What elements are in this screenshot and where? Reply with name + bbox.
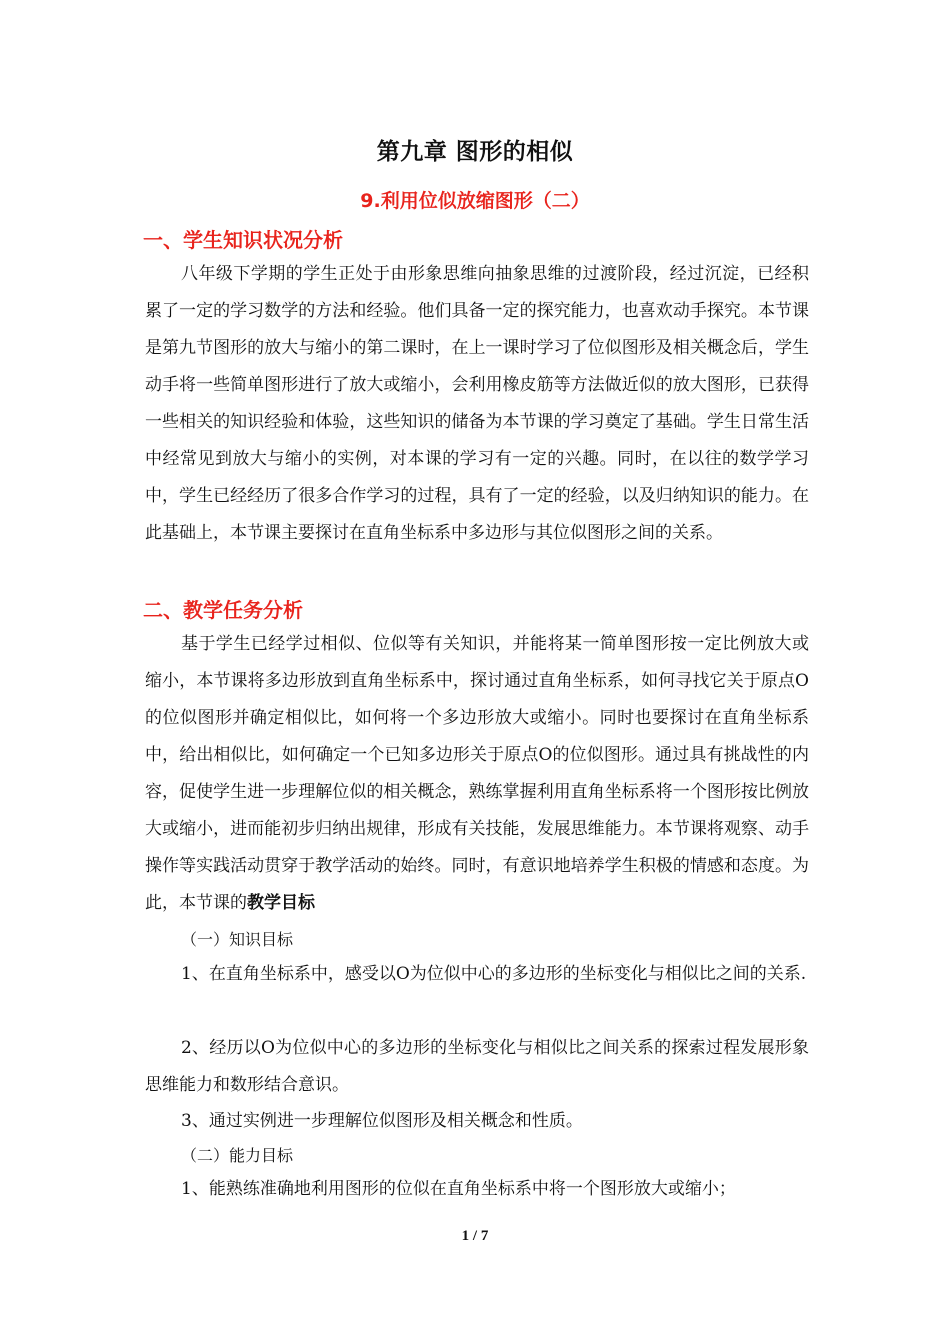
knowledge-goal-3: 3、通过实例进一步理解位似图形及相关概念和性质。 [181, 1111, 583, 1131]
lesson-subtitle: 9.利用位似放缩图形（二） [360, 190, 590, 212]
section-heading-task-analysis: 二、教学任务分析 [143, 598, 303, 622]
knowledge-goal-2: 2、经历以O为位似中心的多边形的坐标变化与相似比之间关系的探索过程发展形象思维能力和数形结合意识。 [145, 1038, 809, 1095]
chapter-title: 第九章 图形的相似 [376, 139, 574, 165]
ability-goals-heading: （二）能力目标 [181, 1146, 294, 1165]
knowledge-goal-1: 1、在直角坐标系中，感受以O为位似中心的多边形的坐标变化与相似比之间的关系. [181, 964, 807, 984]
ability-goal-1: 1、能熟练准确地利用图形的位似在直角坐标系中将一个图形放大或缩小； [181, 1179, 736, 1199]
section-heading-student-analysis: 一、学生知识状况分析 [143, 228, 343, 252]
page-number: 1 / 7 [461, 1228, 489, 1244]
task-analysis-paragraph [145, 626, 809, 922]
teaching-goals-emphasis: 教学目标 [247, 893, 315, 913]
task-analysis-text: 基于学生已经学过相似、位似等有关知识，并能将某一简单图形按一定比例放大或缩小，本节课将多边形放到直角坐标系中，探讨通过直角坐标系，如何寻找它关于原点O的位似图形并确定相似比，如何将一个多边形放大或缩小。同时也要探讨在直角坐标系中，给出相似比，如何确定一个已知多边形关于原点O的位似图形。通过具有挑战性的内容，促使学生进一步理解位似的相关概念，熟练掌握利用直角坐标系将一个图形按比例放大或缩小，进而能初步归纳出规律，形成有关技能，发展思维能力。本节课将观察、动手操作等实践活动贯穿于教学活动的始终。同时，有意识地培养学生积极的情感和态度。为此，本节课的 [145, 634, 809, 913]
student-analysis-paragraph: 八年级下学期的学生正处于由形象思维向抽象思维的过渡阶段，经过沉淀，已经积累了一定的学习数学的方法和经验。他们具备一定的探究能力，也喜欢动手探究。本节课是第九节图形的放大与缩小的第二课时，在上一课时学习了位似图形及相关概念后，学生动手将一些简单图形进行了放大或缩小，会利用橡皮筋等方法做近似的放大图形，已获得一些相关的知识经验和体验，这些知识的储备为本节课的学习奠定了基础。学生日常生活中经常见到放大与缩小的实例，对本课的学习有一定的兴趣。同时，在以往的数学学习中，学生已经经历了很多合作学习的过程，具有了一定的经验，以及归纳知识的能力。在此基础上，本节课主要探讨在直角坐标系中多边形与其位似图形之间的关系。 [145, 264, 809, 543]
knowledge-goals-heading: （一）知识目标 [181, 930, 294, 949]
